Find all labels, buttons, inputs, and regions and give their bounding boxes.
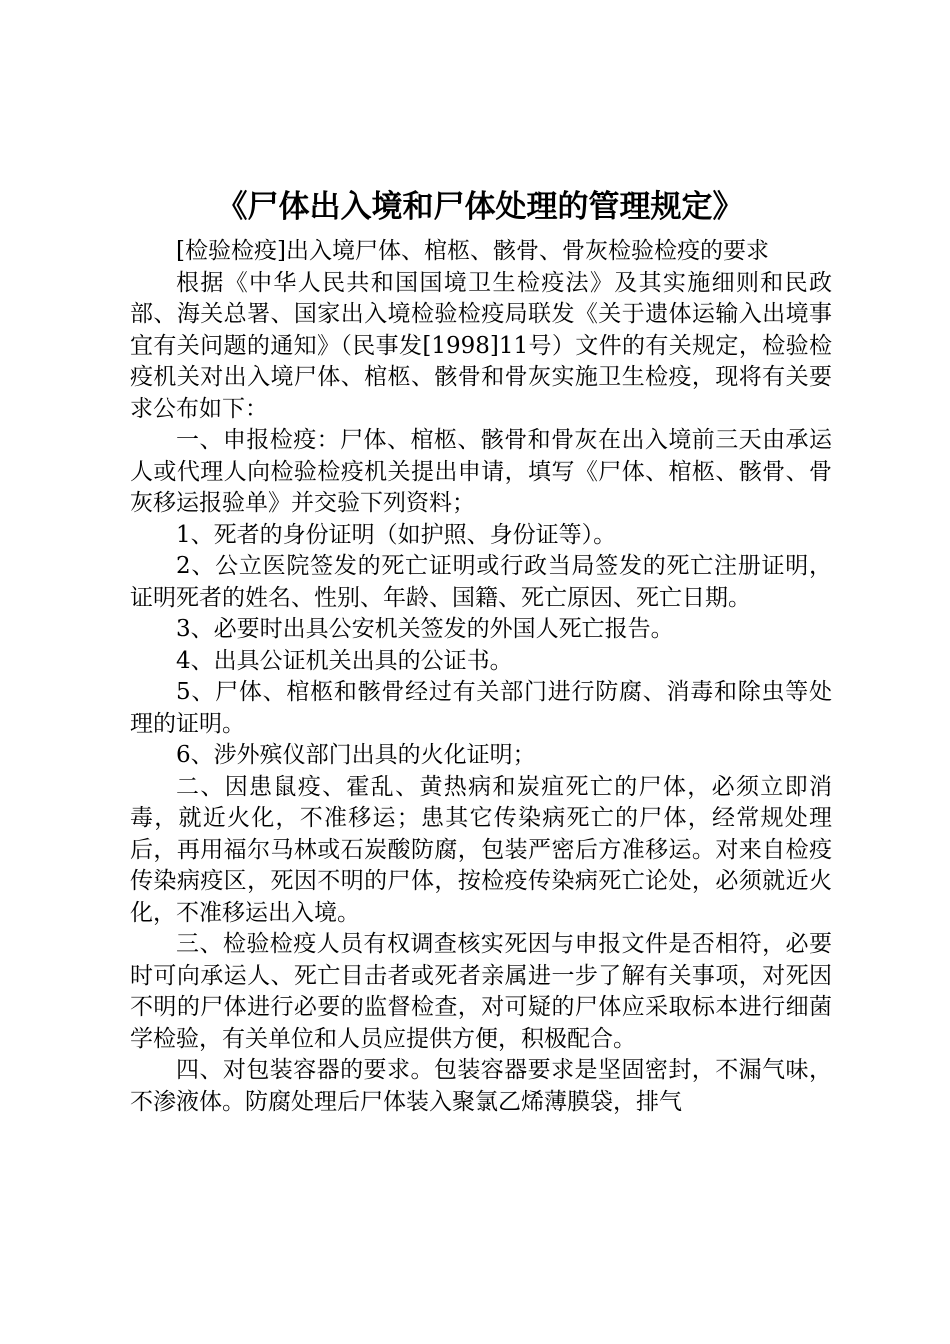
paragraph-subtitle: [检验检疫]出入境尸体、棺柩、骸骨、骨灰检验检疫的要求 [176, 238, 769, 264]
paragraph-item-6: 6、涉外殡仪部门出具的火化证明； [176, 742, 536, 768]
paragraph-section-4: 四、对包装容器的要求。包装容器要求是坚固密封，不漏气味，不渗液体。防腐处理后尸体装入聚氯乙烯薄膜袋，排气 [130, 1057, 832, 1115]
paragraph-item-3: 3、必要时出具公安机关签发的外国人死亡报告。 [176, 616, 674, 642]
document-body [130, 236, 832, 1118]
paragraph-section-3: 三、检验检疫人员有权调查核实死因与申报文件是否相符，必要时可向承运人、死亡目击者或死者亲属进一步了解有关事项，对死因不明的尸体进行必要的监督检查，对可疑的尸体应采取标本进行细菌学检验，有关单位和人员应提供方便，积极配合。 [130, 931, 832, 1052]
paragraph-section-2: 二、因患鼠疫、霍乱、黄热病和炭疽死亡的尸体，必须立即消毒，就近火化，不准移运；患其它传染病死亡的尸体，经常规处理后，再用福尔马林或石炭酸防腐，包装严密后方准移运。对来自检疫传染病疫区，死因不明的尸体，按检疫传染病死亡论处，必须就近火化，不准移运出入境。 [130, 773, 832, 926]
paragraph-item-2: 2、公立医院签发的死亡证明或行政当局签发的死亡注册证明，证明死者的姓名、性别、年龄、国籍、死亡原因、死亡日期。 [130, 553, 832, 611]
paragraph-section-1: 一、申报检疫：尸体、棺柩、骸骨和骨灰在出入境前三天由承运人或代理人向检验检疫机关提出申请，填写《尸体、棺柩、骸骨、骨灰移运报验单》并交验下列资料； [130, 427, 832, 516]
paragraph-item-5: 5、尸体、棺柩和骸骨经过有关部门进行防腐、消毒和除虫等处理的证明。 [130, 679, 832, 737]
paragraph-item-1: 1、死者的身份证明（如护照、身份证等）。 [176, 521, 617, 548]
paragraph-intro: 根据《中华人民共和国国境卫生检疫法》及其实施细则和民政部、海关总署、国家出入境检验检疫局联发《关于遗体运输入出境事宜有关问题的通知》（民事发[1998]11号）文件的有关规定，检验检疫机关对出入境尸体、棺柩、骸骨和骨灰实施卫生检疫，现将有关要求公布如下： [130, 269, 832, 422]
paragraph-item-4: 4、出具公证机关出具的公证书。 [176, 647, 513, 674]
document-title: 《尸体出入境和尸体处理的管理规定》 [216, 189, 744, 225]
